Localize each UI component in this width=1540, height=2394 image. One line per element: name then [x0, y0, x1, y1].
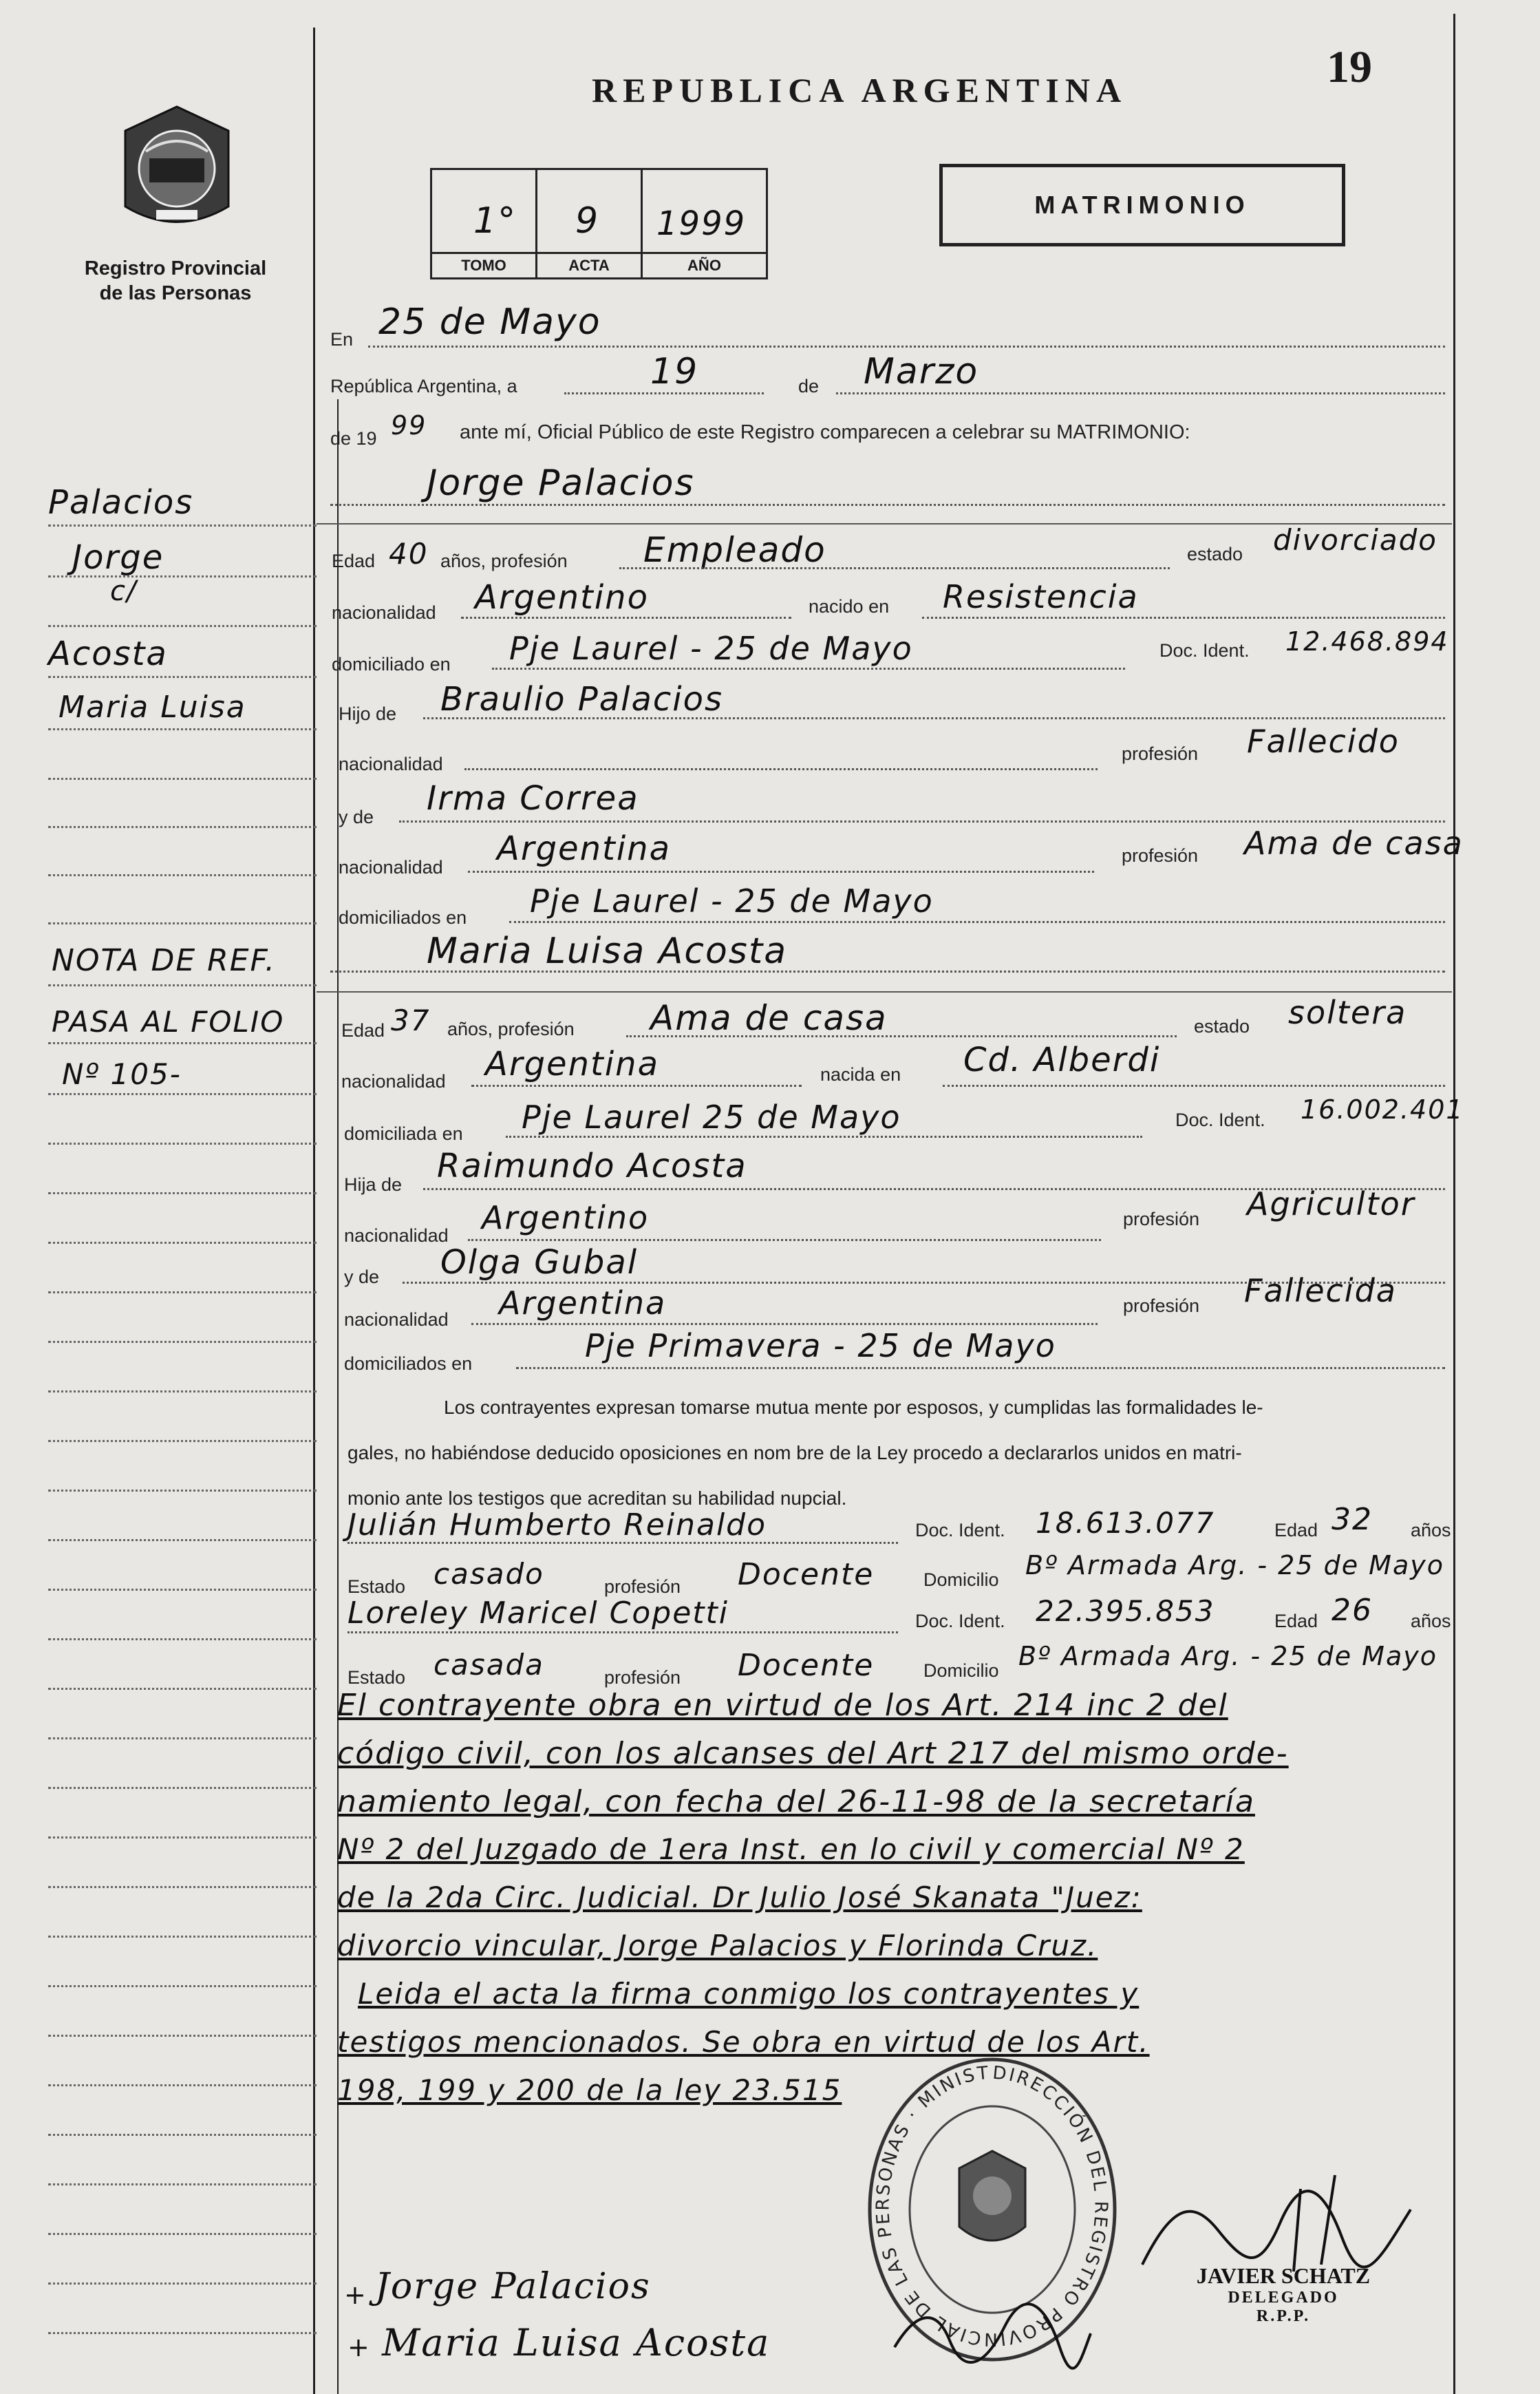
groom-parents-dom-label: domiciliados en	[339, 907, 467, 928]
bride-father: Raimundo Acosta	[437, 1147, 747, 1185]
bride-profesion: Ama de casa	[650, 998, 888, 1038]
day-value: 19	[650, 351, 699, 392]
country-title: REPUBLICA ARGENTINA	[592, 71, 1128, 109]
registry-seal-icon	[118, 103, 235, 237]
bride-signature-mark: +	[347, 2332, 371, 2362]
bride-estado-label: estado	[1194, 1016, 1250, 1037]
svg-text:DIRECCIÓN DEL REGISTRO PROVINC: DIRECCIÓN DEL REGISTRO PROVINCIAL DE LAS PERSONAS · MINIST	[873, 2062, 1111, 2350]
official-name: JAVIER SCHATZ	[1196, 2263, 1371, 2288]
margin-bride-name: Maria Luisa	[58, 690, 246, 725]
margin-bride-surname: Acosta	[48, 635, 168, 673]
bride-edad-label: Edad	[341, 1020, 385, 1041]
acta-cell: 9 ACTA	[537, 170, 643, 277]
groom-signature-mark: +	[344, 2280, 367, 2310]
bride-prof-label: años, profesión	[447, 1019, 575, 1039]
bride-father-nac-label: nacionalidad	[344, 1225, 449, 1246]
witness2-domicilio: Bº Armada Arg. - 25 de Mayo	[1018, 1641, 1437, 1671]
bride-signature: Maria Luisa Acosta	[382, 2321, 771, 2364]
margin-groom-surname: Palacios	[48, 483, 194, 522]
groom-doc-label: Doc. Ident.	[1159, 640, 1250, 661]
groom-father-prof-label: profesión	[1122, 743, 1199, 764]
witness2-prof-label: profesión	[604, 1667, 681, 1688]
groom-doc: 12.468.894	[1285, 626, 1449, 657]
groom-nacido-en: Resistencia	[943, 578, 1139, 615]
groom-domicilio: Pje Laurel - 25 de Mayo	[509, 630, 913, 667]
en-label: En	[330, 329, 354, 350]
bride-mother-prof-label: profesión	[1123, 1295, 1200, 1316]
witness2-name: Loreley Maricel Copetti	[347, 1596, 729, 1631]
bride-y-de-label: y de	[344, 1267, 380, 1287]
witness1-doc: 18.613.077	[1036, 1506, 1215, 1540]
witness1-anos-label: años	[1411, 1520, 1451, 1540]
witness2-doc-label: Doc. Ident.	[915, 1611, 1005, 1631]
bride-estado: soltera	[1288, 994, 1407, 1031]
margin-conj: c/	[110, 575, 138, 607]
official-title: DELEGADO	[1228, 2289, 1339, 2307]
groom-father-nac-label: nacionalidad	[339, 754, 443, 774]
bride-mother: Olga Gubal	[440, 1243, 639, 1282]
bride-mother-nac: Argentina	[499, 1284, 667, 1322]
bride-domicilio: Pje Laurel 25 de Mayo	[522, 1099, 901, 1136]
groom-mother-prof-label: profesión	[1122, 845, 1199, 866]
bride-doc-label: Doc. Ident.	[1175, 1110, 1265, 1130]
groom-mother-nac-label: nacionalidad	[339, 857, 443, 878]
bride-edad: 37	[391, 1004, 431, 1037]
year-prefix: de 19	[330, 428, 377, 449]
bride-nacida-label: nacida en	[820, 1064, 901, 1085]
bride-mother-prof: Fallecida	[1244, 1272, 1397, 1309]
registrar-signature	[888, 2292, 1094, 2375]
bride-father-prof: Agricultor	[1247, 1185, 1415, 1222]
left-column-divider	[313, 28, 315, 2394]
groom-nac-label: nacionalidad	[332, 602, 436, 623]
witness1-prof-label: profesión	[604, 1576, 681, 1597]
republica-label: República Argentina, a	[330, 376, 517, 396]
groom-name: Jorge Palacios	[427, 463, 695, 504]
groom-estado-label: estado	[1187, 544, 1243, 564]
bride-dom-label: domiciliada en	[344, 1123, 463, 1144]
groom-hijo-label: Hijo de	[339, 703, 397, 724]
groom-mother-prof: Ama de casa	[1244, 825, 1464, 862]
groom-estado: divorciado	[1273, 523, 1438, 557]
groom-prof-label: años, profesión	[440, 551, 568, 571]
bride-father-prof-label: profesión	[1123, 1209, 1200, 1229]
tomo-acta-ano-box	[430, 168, 768, 279]
witness1-edad-label: Edad	[1274, 1520, 1318, 1540]
bride-parents-dom-label: domiciliados en	[344, 1353, 473, 1374]
witness2-profesion: Docente	[738, 1648, 875, 1683]
act-type-box: MATRIMONIO	[939, 164, 1345, 246]
witness1-name: Julián Humberto Reinaldo	[347, 1507, 767, 1543]
groom-mother-nac: Argentina	[497, 829, 671, 868]
groom-mother: Irma Correa	[427, 779, 639, 818]
witness2-estado: casada	[434, 1648, 544, 1682]
bride-doc: 16.002.401	[1301, 1094, 1464, 1125]
witness1-estado-label: Estado	[347, 1576, 406, 1597]
folio-number: 19	[1327, 42, 1372, 92]
bride-hija-label: Hija de	[344, 1174, 403, 1195]
witness2-edad-label: Edad	[1274, 1611, 1318, 1631]
groom-nacionalidad: Argentino	[475, 578, 649, 617]
witness1-dom-label: Domicilio	[923, 1569, 999, 1590]
witness2-estado-label: Estado	[347, 1667, 406, 1688]
groom-nacido-label: nacido en	[809, 596, 890, 617]
witness1-profesion: Docente	[738, 1557, 875, 1592]
groom-edad-label: Edad	[332, 551, 376, 571]
bride-nac-label: nacionalidad	[341, 1071, 446, 1092]
month-value: Marzo	[864, 351, 979, 392]
intro-sentence: ante mí, Oficial Público de este Registro comparecen a celebrar su MATRIMONIO:	[460, 421, 1190, 443]
registry-name: Registro Provincial de las Personas	[84, 257, 267, 304]
groom-signature: Jorge Palacios	[375, 2266, 651, 2307]
official-signature	[1129, 2168, 1424, 2278]
bride-name: Maria Luisa Acosta	[427, 931, 788, 972]
groom-father-prof: Fallecido	[1247, 723, 1400, 760]
de-label: de	[798, 376, 820, 396]
groom-profesion: Empleado	[643, 530, 826, 570]
place-value: 25 de Mayo	[378, 301, 601, 343]
official-block	[1170, 2263, 1397, 2326]
ano-cell: 1999 AÑO	[643, 170, 766, 277]
witness1-doc-label: Doc. Ident.	[915, 1520, 1005, 1540]
bride-nacida-en: Cd. Alberdi	[963, 1041, 1161, 1079]
margin-note-line1: PASA AL FOLIO	[52, 1005, 285, 1039]
groom-father: Braulio Palacios	[440, 680, 724, 719]
witness1-estado: casado	[434, 1557, 544, 1591]
right-border	[1453, 14, 1455, 2394]
witness2-edad: 26	[1332, 1593, 1373, 1628]
handwritten-notes: El contrayente obra en virtud de los Art. 214 inc 2 del código civil, con los alcanses del Art 217 del mismo orde- namiento legal, con fecha del 26-11-98 de la secretaría Nº 2 del Juzgado de 1era Inst. en lo civil y comercial Nº 2 de la 2da Circ. Judicial. Dr Julio José Skanata "Juez: divorcio vincular, Jorge Palacios y Florinda Cruz. Leida el acta la firma conmigo los contrayentes y testigos mencionados. Se obra en virtud de los Art. 198, 199 y 200 de la ley 23.515	[337, 1688, 1289, 2107]
bride-nacionalidad: Argentina	[485, 1045, 659, 1083]
margin-note-line2: Nº 105-	[62, 1057, 182, 1091]
groom-dom-label: domiciliado en	[332, 654, 451, 675]
witness2-anos-label: años	[1411, 1611, 1451, 1631]
witness1-edad: 32	[1332, 1502, 1373, 1537]
bride-father-nac: Argentino	[482, 1199, 650, 1236]
groom-parents-dom: Pje Laurel - 25 de Mayo	[530, 882, 934, 920]
declaration-text: Los contrayentes expresan tomarse mutua mente por esposos, y cumplidas las formalidades le- gales, no habiéndose deducido oposiciones en nom bre de la Ley procedo a declararlos unidos en matri- monio ante los testigos que acreditan su habilidad nupcial.	[347, 1397, 1263, 1509]
margin-groom-name: Jorge	[72, 538, 164, 577]
margin-note-title: NOTA DE REF.	[52, 943, 277, 978]
witness1-domicilio: Bº Armada Arg. - 25 de Mayo	[1025, 1550, 1444, 1580]
official-office: R.P.P.	[1256, 2307, 1311, 2325]
bride-parents-dom: Pje Primavera - 25 de Mayo	[585, 1327, 1056, 1364]
witness2-dom-label: Domicilio	[923, 1660, 999, 1681]
year-suffix: 99	[391, 410, 427, 441]
bride-mother-nac-label: nacionalidad	[344, 1309, 449, 1330]
groom-y-de-label: y de	[339, 807, 374, 827]
tomo-cell: 1° TOMO	[432, 170, 537, 277]
groom-edad: 40	[389, 537, 429, 571]
witness2-doc: 22.395.853	[1036, 1594, 1215, 1628]
